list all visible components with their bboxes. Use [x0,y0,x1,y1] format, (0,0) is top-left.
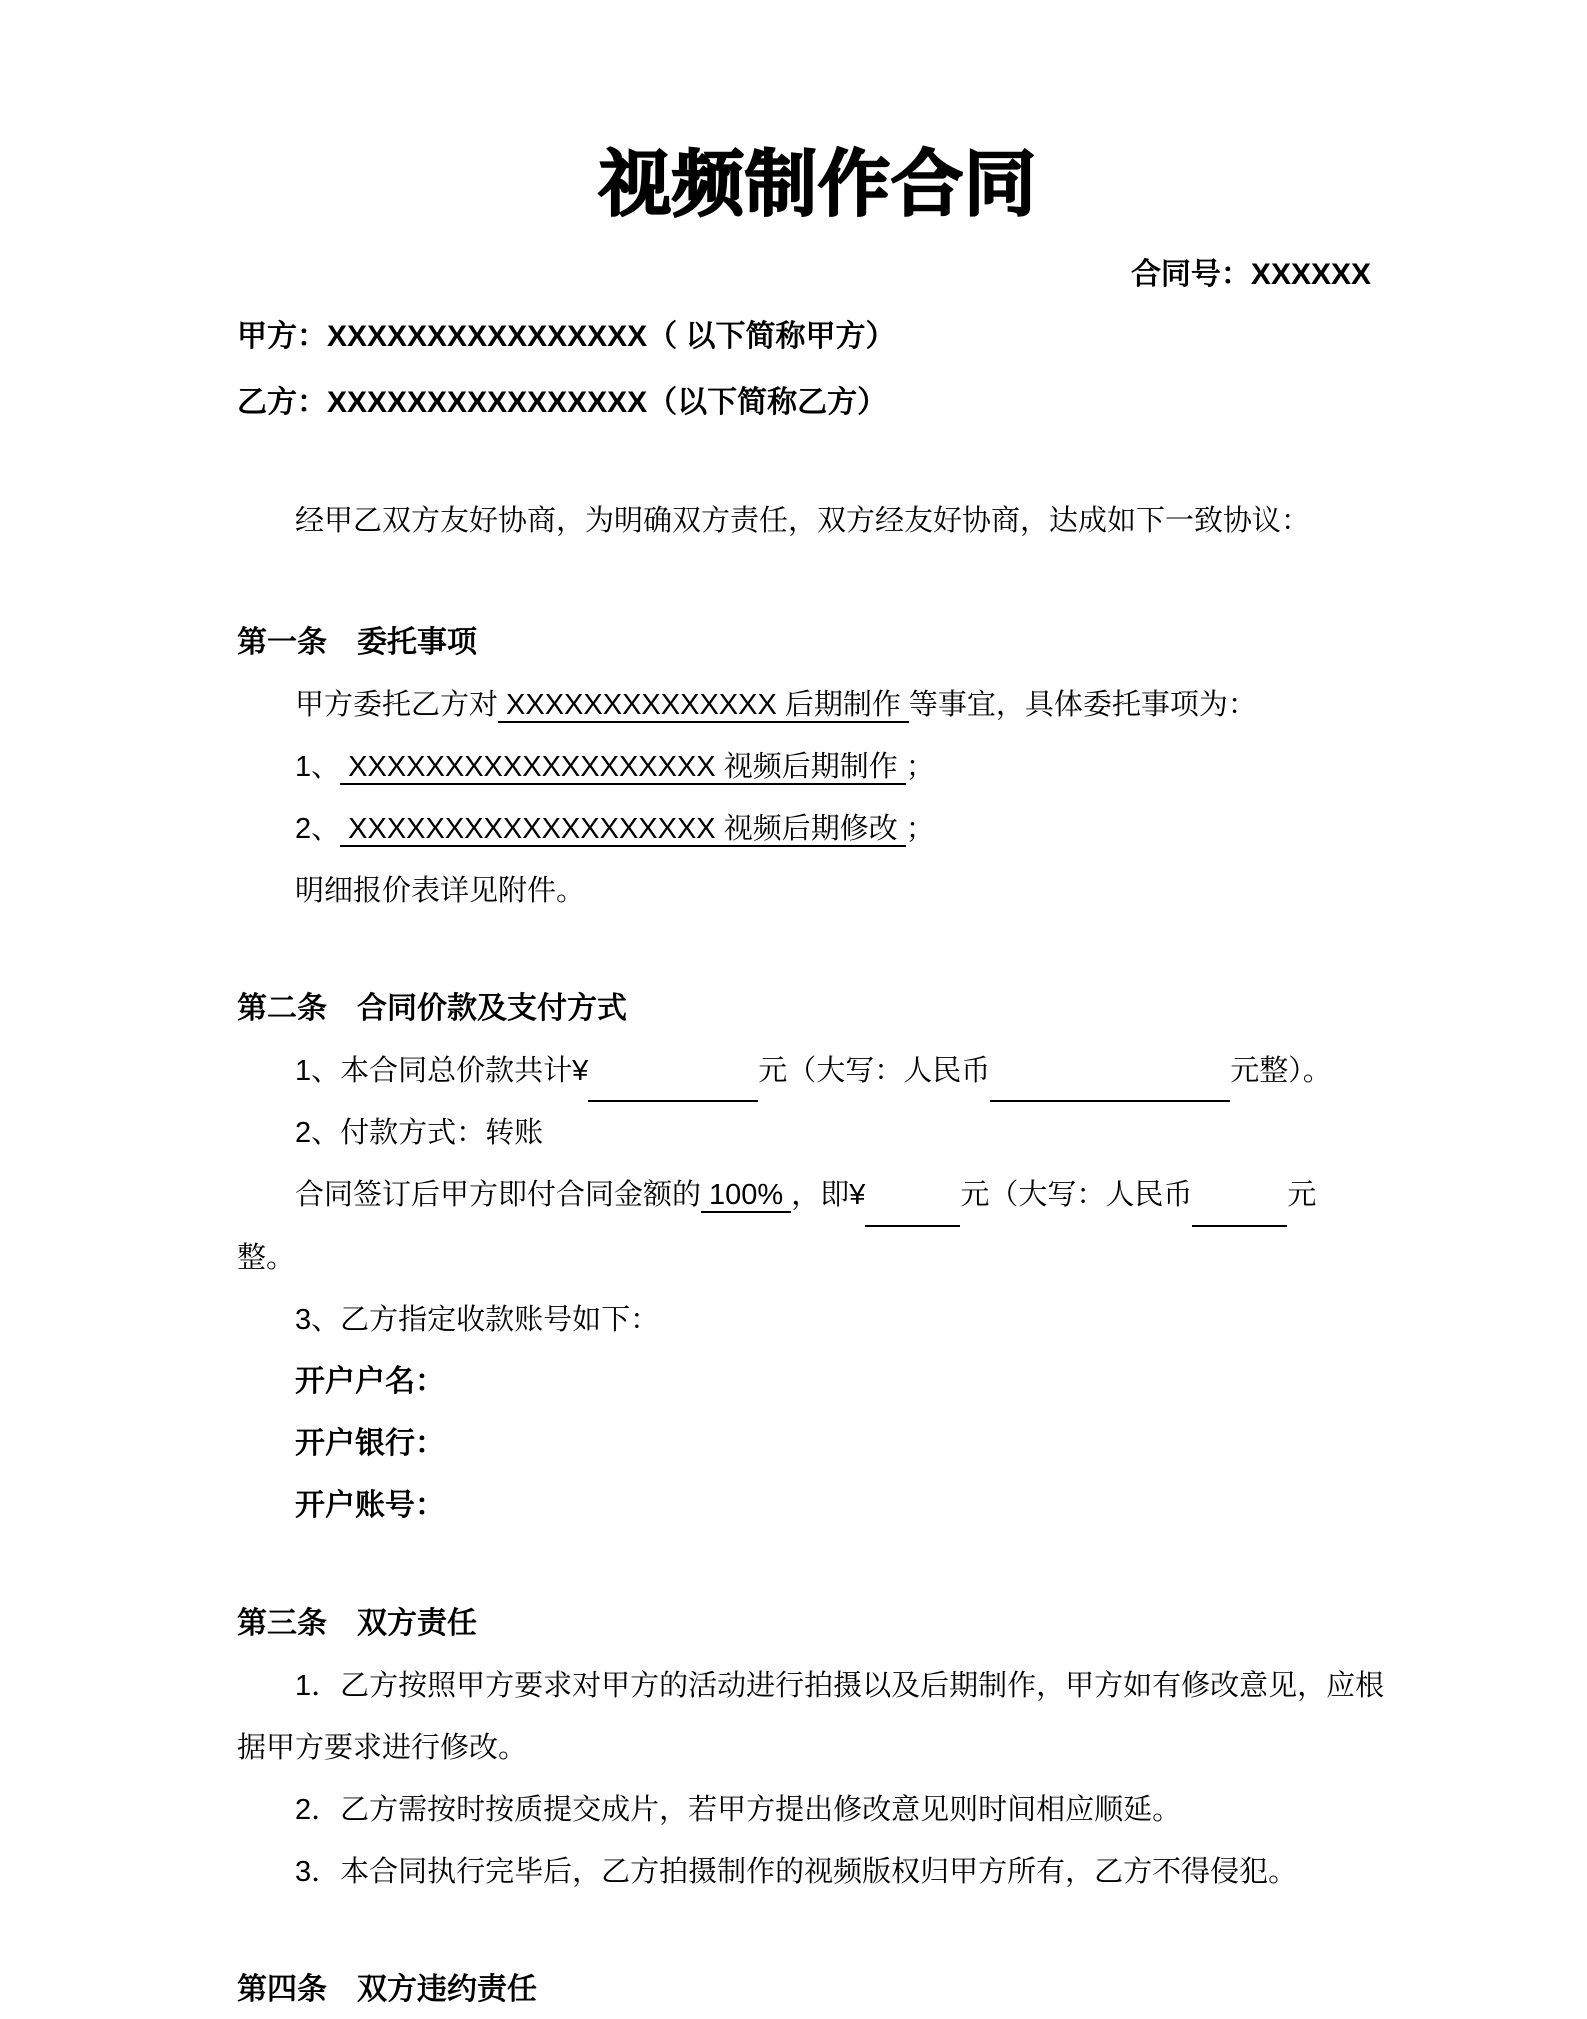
entrust-item-1 [237,736,1399,798]
responsibility-item-2: 2．乙方需按时按质提交成片，若甲方提出修改意见则时间相应顺延。 [295,1794,1182,1826]
payment-method-line: 2、付款方式：转账 [295,1117,544,1149]
payment-detail-line [237,1164,1399,1227]
item-suffix: ； [905,813,935,845]
entrust-prefix: 甲方委托乙方对 [295,689,499,721]
payment-detail-wrap: 整。 [237,1242,296,1274]
item-underline: XXXXXXXXXXXXXXXXXXX 视频后期制作 [340,751,906,785]
item-number: 2、 [295,813,341,845]
party-b-line: 乙方：XXXXXXXXXXXXXXXX（以下简称乙方） [237,386,888,419]
entrust-item-2 [237,798,1399,860]
responsibility-item-1: 1．乙方按照甲方要求对甲方的活动进行拍摄以及后期制作，甲方如有修改意见，应根据甲方要求进行修改。 [237,1670,1385,1764]
pay-detail-mid1: ，即¥ [791,1179,866,1211]
pay-detail-mid2: 元（大写：人民币 [960,1179,1193,1211]
account-number-label: 开户账号： [295,1489,445,1522]
quotation-note: 明细报价表详见附件。 [295,875,586,907]
price-suffix: 元整）。 [1230,1055,1332,1087]
entrust-blank-underline: XXXXXXXXXXXXXX 后期制作 [498,689,909,723]
entrust-line [237,674,1399,736]
pay-detail-suffix: 元 [1287,1179,1317,1211]
contract-number: 合同号：XXXXXX [1130,258,1371,291]
item-suffix: ； [905,751,935,783]
price-amount-blank [588,1060,758,1102]
account-intro-line: 3、乙方指定收款账号如下： [295,1304,660,1336]
price-line [237,1040,1399,1102]
bank-label: 开户银行： [295,1427,445,1460]
section4-heading: 第四条 双方违约责任 [237,1973,537,2006]
section1-heading: 第一条 委托事项 [237,626,477,659]
party-a-line: 甲方：XXXXXXXXXXXXXXXX（ 以下简称甲方） [237,320,896,353]
item-number: 1、 [295,751,341,783]
price-prefix: 1、本合同总价款共计¥ [295,1055,589,1087]
section2-heading: 第二条 合同价款及支付方式 [237,992,627,1025]
responsibility-item-3: 3．本合同执行完毕后，乙方拍摄制作的视频版权归甲方所有，乙方不得侵犯。 [295,1856,1298,1888]
price-mid: 元（大写：人民币 [758,1055,991,1087]
account-name-label: 开户户名： [295,1365,445,1398]
intro-paragraph: 经甲乙双方友好协商，为明确双方责任，双方经友好协商，达成如下一致协议： [295,505,1311,537]
pay-amount-blank [865,1185,960,1227]
pay-words-blank [1192,1185,1287,1227]
price-words-blank [990,1060,1230,1102]
section3-heading: 第三条 双方责任 [237,1607,477,1640]
document-title: 视频制作合同 [598,145,1037,225]
entrust-suffix: 等事宜，具体委托事项为： [908,689,1257,721]
pay-detail-prefix: 合同签订后甲方即付合同金额的 [295,1179,702,1211]
item-underline: XXXXXXXXXXXXXXXXXXX 视频后期修改 [340,813,906,847]
pay-percent-underline: 100% [701,1179,791,1213]
